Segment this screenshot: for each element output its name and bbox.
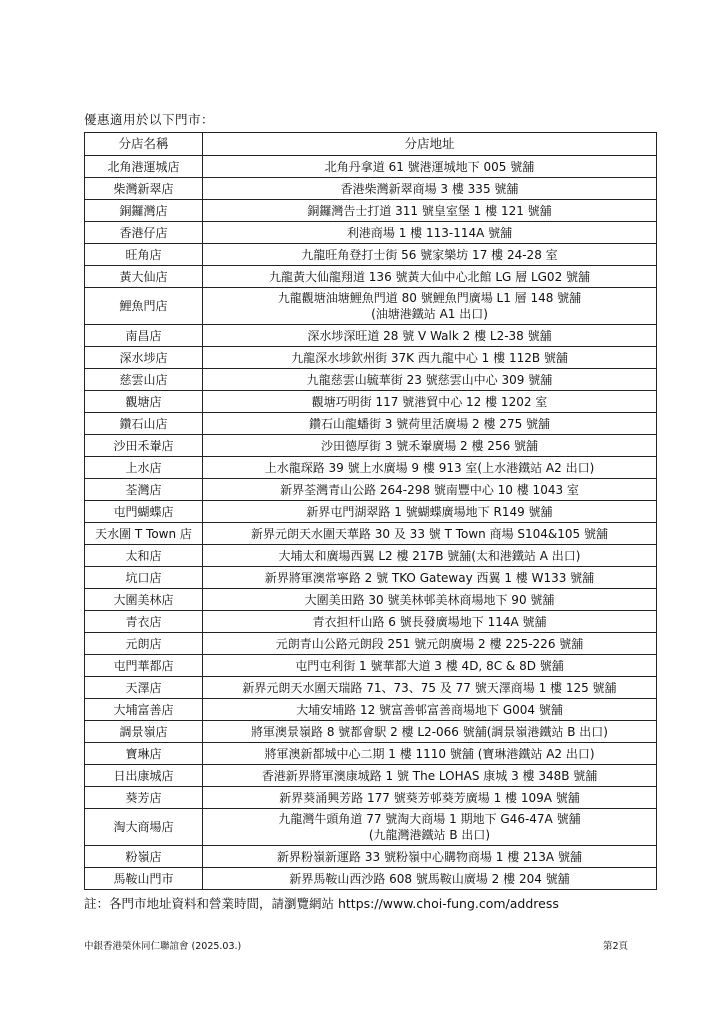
table-row (85, 611, 657, 633)
store-address-line: 香港新界將軍澳康城路 1 號 The LOHAS 康城 3 樓 348B 號舖 (261, 768, 598, 783)
table-row (85, 743, 657, 765)
store-name-cell: 黃大仙店 (85, 266, 203, 288)
store-name-cell: 香港仔店 (85, 222, 203, 244)
footer-organization: 中銀香港榮休同仁聯誼會 (2025.03.) (84, 941, 242, 952)
store-table (84, 132, 657, 890)
table-row (85, 699, 657, 721)
store-address-cell (203, 721, 657, 743)
store-name-cell: 沙田禾輋店 (85, 435, 203, 457)
store-address-line: 新界馬鞍山西沙路 608 號馬鞍山廣場 2 樓 204 號舖 (289, 871, 570, 886)
table-row (85, 765, 657, 787)
table-row (85, 545, 657, 567)
store-name-cell: 淘大商場店 (85, 809, 203, 846)
page-number: 第2頁 (603, 941, 629, 952)
store-address-line: 新界元朗天水圍天華路 30 及 33 號 T Town 商場 S104&105 號舖 (250, 526, 609, 541)
store-address-cell (203, 677, 657, 699)
table-row (85, 156, 657, 178)
store-address-line: 新界葵涌興芳路 177 號葵芳邨葵芳廣場 1 樓 109A 號舖 (279, 790, 580, 805)
store-address-cell (203, 222, 657, 244)
store-address-cell (203, 611, 657, 633)
store-address-line: 觀塘巧明街 117 號港貿中心 12 樓 1202 室 (311, 394, 548, 409)
store-name-cell: 元朗店 (85, 633, 203, 655)
store-name-cell: 柴灣新翠店 (85, 178, 203, 200)
store-address-cell (203, 156, 657, 178)
table-row (85, 589, 657, 611)
store-address-line: 九龍深水埗欽州街 37K 西九龍中心 1 樓 112B 號舖 (291, 350, 568, 365)
store-address-line: 上水龍琛路 39 號上水廣場 9 樓 913 室(上水港鐵站 A2 出口) (264, 460, 595, 475)
store-address-cell (203, 765, 657, 787)
store-address-line: 九龍黃大仙龍翔道 136 號黃大仙中心北館 LG 層 LG02 號舖 (268, 269, 591, 284)
store-address-cell (203, 523, 657, 545)
store-address-cell (203, 244, 657, 266)
store-address-line: 新界將軍澳常寧路 2 號 TKO Gateway 西翼 1 樓 W133 號舖 (264, 570, 595, 585)
store-address-line: 九龍觀塘油塘鯉魚門道 80 號鯉魚門廣場 L1 層 148 號舖 (277, 291, 582, 305)
store-name-cell: 鑽石山店 (85, 413, 203, 435)
store-address-cell (203, 743, 657, 765)
store-address-line: 新界元朗天水圍天瑞路 71、73、75 及 77 號天澤商場 1 樓 125 號舖 (242, 680, 617, 695)
table-header-row (85, 133, 657, 156)
store-name-cell: 屯門華都店 (85, 655, 203, 677)
store-address-cell (203, 868, 657, 890)
store-address-line: 新界荃灣青山公路 264-298 號南豐中心 10 樓 1043 室 (280, 482, 579, 497)
store-address-cell (203, 633, 657, 655)
store-address-cell (203, 655, 657, 677)
store-address-cell (203, 369, 657, 391)
store-address-cell (203, 288, 657, 325)
store-address-cell (203, 545, 657, 567)
store-name-cell: 天澤店 (85, 677, 203, 699)
store-address-cell (203, 178, 657, 200)
table-row (85, 523, 657, 545)
store-address-line: 青衣担杆山路 6 號長發廣場地下 114A 號舖 (312, 614, 547, 629)
store-address-cell (203, 391, 657, 413)
store-name-cell: 南昌店 (85, 325, 203, 347)
store-address-cell (203, 809, 657, 846)
header-store-name: 分店名稱 (85, 133, 203, 156)
table-row (85, 266, 657, 288)
table-row (85, 721, 657, 743)
table-row (85, 655, 657, 677)
table-row (85, 479, 657, 501)
store-address-cell (203, 435, 657, 457)
store-name-cell: 觀塘店 (85, 391, 203, 413)
table-row (85, 369, 657, 391)
store-name-cell: 青衣店 (85, 611, 203, 633)
store-name-cell: 調景嶺店 (85, 721, 203, 743)
header-store-address: 分店地址 (203, 133, 657, 156)
footnote: 註：各門市地址資料和營業時間，請瀏覽網站 https://www.choi-fung.com/address (84, 896, 559, 911)
store-name-cell: 粉嶺店 (85, 846, 203, 868)
store-address-line-2: (油塘港鐵站 A1 出口) (371, 307, 488, 321)
intro-text: 優惠適用於以下門市： (84, 112, 215, 127)
store-name-cell: 寶琳店 (85, 743, 203, 765)
table-row (85, 244, 657, 266)
store-rows (85, 156, 657, 890)
store-address-line: 新界粉嶺新運路 33 號粉嶺中心購物商場 1 樓 213A 號舖 (277, 849, 582, 864)
store-address-line: 九龍旺角登打士街 56 號家樂坊 17 樓 24-28 室 (301, 247, 558, 262)
store-name-cell: 馬鞍山門市 (85, 868, 203, 890)
store-address-line: 將軍澳新都城中心二期 1 樓 1110 號舖 (寶琳港鐵站 A2 出口) (264, 746, 595, 761)
store-address-cell (203, 325, 657, 347)
table-row (85, 677, 657, 699)
store-name-cell: 坑口店 (85, 567, 203, 589)
table-row (85, 846, 657, 868)
store-name-cell: 屯門蝴蝶店 (85, 501, 203, 523)
store-address-line: 香港柴灣新翠商場 3 樓 335 號舖 (340, 181, 519, 196)
store-address-line: 利港商場 1 樓 113-114A 號舖 (346, 225, 513, 240)
table-row (85, 178, 657, 200)
table-row (85, 347, 657, 369)
store-address-line-2: (九龍灣港鐵站 B 出口) (368, 828, 491, 842)
store-address-cell (203, 347, 657, 369)
table-row (85, 391, 657, 413)
table-row (85, 567, 657, 589)
store-address-line: 屯門屯利街 1 號華都大道 3 樓 4D, 8C & 8D 號舖 (295, 658, 564, 673)
table-row (85, 200, 657, 222)
store-address-line: 深水埗深旺道 28 號 V Walk 2 樓 L2-38 號舖 (307, 328, 552, 343)
store-address-line: 新界屯門湖翠路 1 號蝴蝶廣場地下 R149 號舖 (306, 504, 553, 519)
store-address-cell (203, 501, 657, 523)
store-address-cell (203, 266, 657, 288)
store-address-line: 鑽石山龍蟠街 3 號荷里活廣場 2 樓 275 號舖 (308, 416, 551, 431)
store-address-line: 北角丹拿道 61 號港運城地下 005 號舖 (324, 159, 535, 174)
table-row (85, 633, 657, 655)
store-address-cell (203, 787, 657, 809)
store-address-line: 九龍灣牛頭角道 77 號淘大商場 1 期地下 G46-47A 號舖 (278, 812, 581, 826)
store-address-line: 九龍慈雲山毓華街 23 號慈雲山中心 309 號舖 (306, 372, 553, 387)
store-address-cell (203, 200, 657, 222)
store-address-cell (203, 479, 657, 501)
table-row (85, 457, 657, 479)
store-name-cell: 葵芳店 (85, 787, 203, 809)
store-name-cell: 天水圍 T Town 店 (85, 523, 203, 545)
store-address-cell (203, 457, 657, 479)
store-name-cell: 荃灣店 (85, 479, 203, 501)
table-row (85, 222, 657, 244)
table-row (85, 435, 657, 457)
store-address-line: 銅鑼灣告士打道 311 號皇室堡 1 樓 121 號舖 (307, 203, 552, 218)
store-name-cell: 旺角店 (85, 244, 203, 266)
table-row (85, 809, 657, 846)
table-row (85, 868, 657, 890)
store-address-cell (203, 567, 657, 589)
store-name-cell: 日出康城店 (85, 765, 203, 787)
store-address-cell (203, 846, 657, 868)
table-row (85, 787, 657, 809)
store-address-line: 大埔太和廣場西翼 L2 樓 217B 號舖(太和港鐵站 A 出口) (278, 548, 581, 563)
store-name-cell: 太和店 (85, 545, 203, 567)
store-address-cell (203, 413, 657, 435)
store-address-line: 元朗青山公路元朗段 251 號元朗廣場 2 樓 225-226 號舖 (275, 636, 584, 651)
store-name-cell: 銅鑼灣店 (85, 200, 203, 222)
store-name-cell: 上水店 (85, 457, 203, 479)
store-name-cell: 大埔富善店 (85, 699, 203, 721)
store-address-line: 將軍澳景嶺路 8 號都會駅 2 樓 L2-066 號舖(調景嶺港鐵站 B 出口) (251, 724, 608, 739)
store-name-cell: 北角港運城店 (85, 156, 203, 178)
store-name-cell: 深水埗店 (85, 347, 203, 369)
store-address-line: 沙田德厚街 3 號禾輋廣場 2 樓 256 號舖 (320, 438, 539, 453)
table-row (85, 413, 657, 435)
store-name-cell: 慈雲山店 (85, 369, 203, 391)
store-address-cell (203, 699, 657, 721)
store-address-line: 大埔安埔路 12 號富善邨富善商場地下 G004 號舖 (296, 702, 563, 717)
table-row (85, 325, 657, 347)
store-address-line: 大圍美田路 30 號美林邨美林商場地下 90 號舖 (304, 592, 555, 607)
table-row (85, 288, 657, 325)
store-name-cell: 鯉魚門店 (85, 288, 203, 325)
store-address-cell (203, 589, 657, 611)
store-name-cell: 大圍美林店 (85, 589, 203, 611)
table-row (85, 501, 657, 523)
